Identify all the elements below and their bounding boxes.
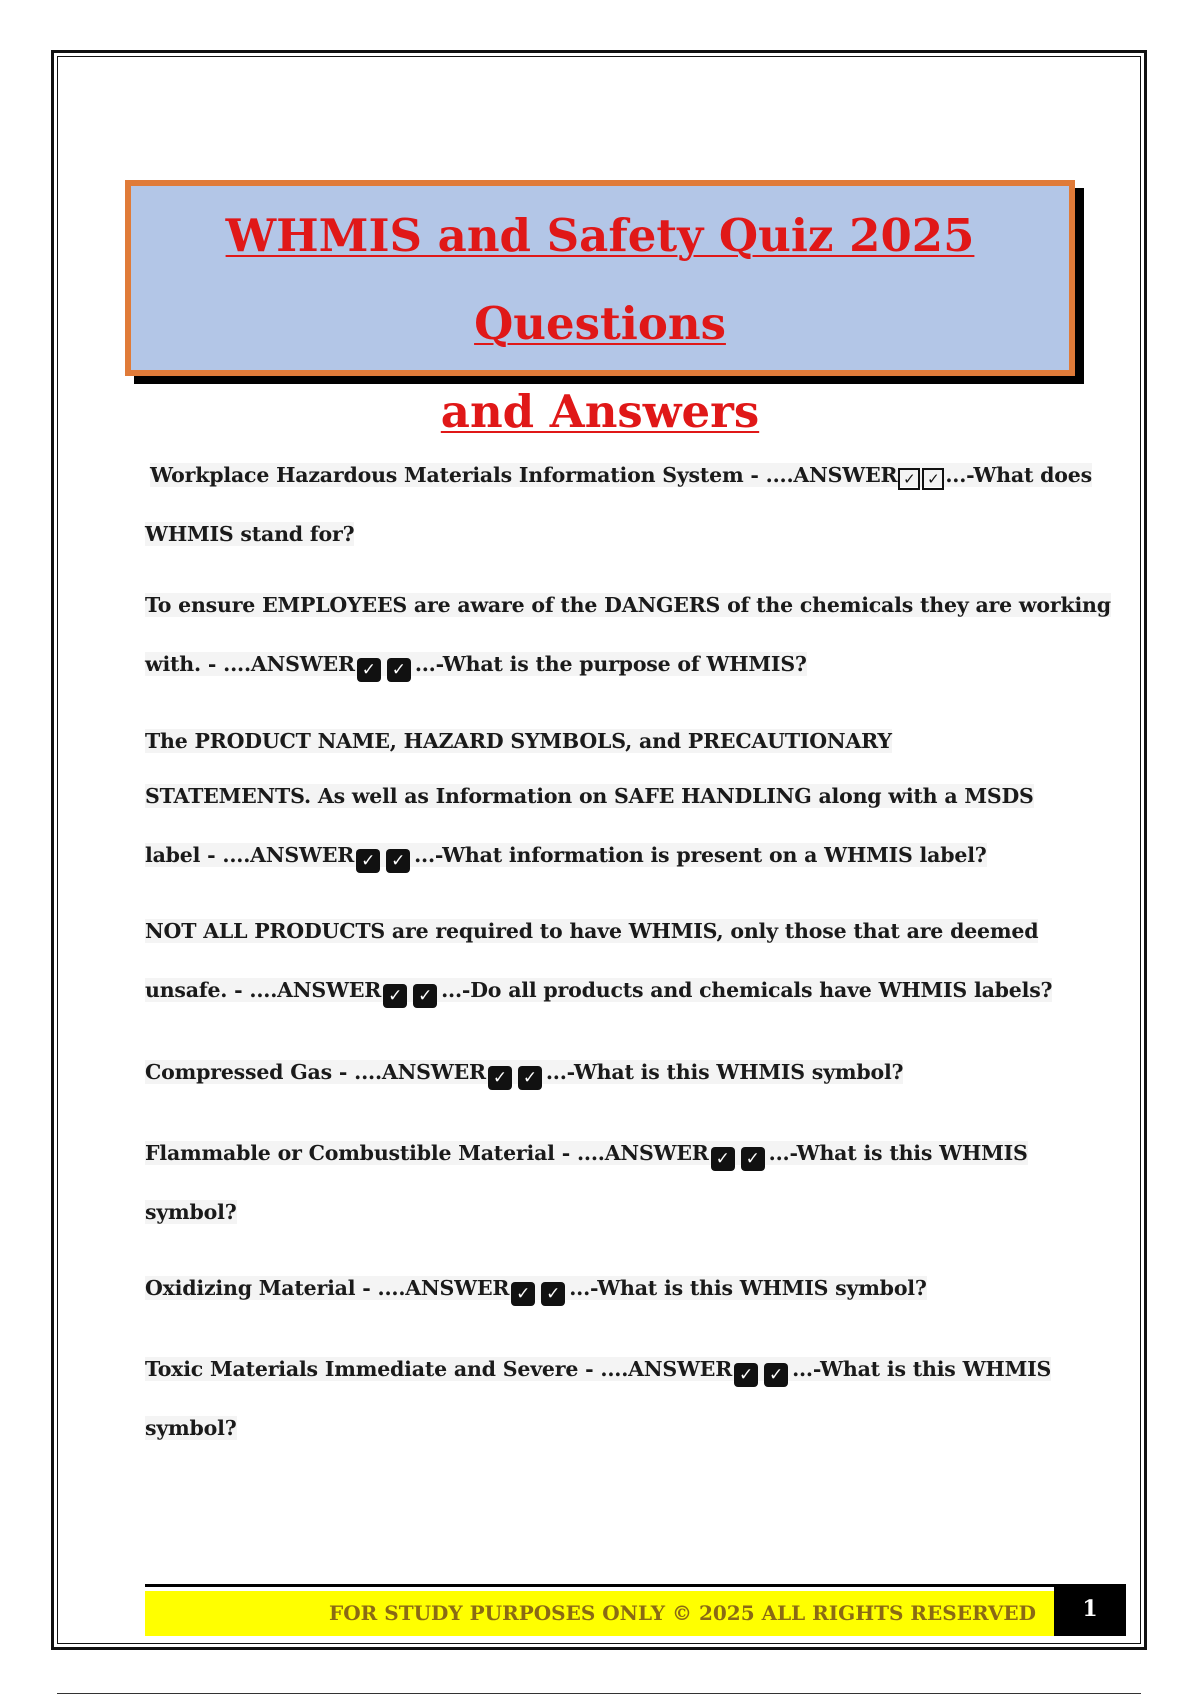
- qa-question: ...-What is this WHMIS symbol?: [569, 1276, 927, 1300]
- qa-answer: STATEMENTS. As well as Information on SAFE HANDLING along with a MSDS: [145, 784, 1034, 808]
- qa-answer: To ensure EMPLOYEES are aware of the DANGERS of the chemicals they are working: [145, 593, 1111, 617]
- page-number: 1: [1054, 1584, 1126, 1636]
- qa-item-2: [145, 576, 1111, 694]
- qa-item-4: [145, 902, 1065, 1020]
- title-box: [125, 180, 1075, 438]
- footer-rule: [145, 1584, 1125, 1587]
- qa-question: ...-What information is present on a WHMIS label?: [414, 843, 987, 867]
- qa-answer: label - ....ANSWER: [145, 843, 355, 867]
- check-icon: ✓: [741, 1147, 765, 1171]
- qa-question: ...-What is this WHMIS symbol?: [545, 1060, 904, 1084]
- qa-answer: Workplace Hazardous Materials Information System - ....ANSWER: [150, 463, 898, 487]
- qa-question: WHMIS stand for?: [145, 522, 355, 546]
- qa-question: symbol?: [145, 1416, 237, 1440]
- check-icon: ✓: [386, 849, 410, 873]
- qa-answer: Flammable or Combustible Material - ....ANSWER: [145, 1141, 709, 1165]
- qa-answer: with. - ....ANSWER: [145, 652, 355, 676]
- bottom-rule: [57, 1693, 1141, 1694]
- footer-bar: [145, 1591, 1054, 1636]
- check-icon: ✓: [541, 1282, 565, 1306]
- qa-item-5: [145, 1043, 1065, 1102]
- check-icon: ✓: [734, 1363, 758, 1387]
- check-icon: ✓: [511, 1282, 535, 1306]
- check-icon: ✓: [387, 658, 411, 682]
- page-title: [131, 186, 1069, 456]
- check-icon: ✓: [488, 1066, 512, 1090]
- qa-answer: Toxic Materials Immediate and Severe - ....ANSWER: [145, 1357, 733, 1381]
- check-icon: ✓: [922, 468, 944, 490]
- footer-text: FOR STUDY PURPOSES ONLY © 2025 ALL RIGHTS RESERVED: [329, 1601, 1036, 1625]
- qa-question: symbol?: [145, 1200, 237, 1224]
- title-line-1: WHMIS and Safety Quiz 2025 Questions: [225, 209, 975, 350]
- qa-item-1: [145, 446, 1092, 564]
- check-icon: ✓: [764, 1363, 788, 1387]
- qa-question: ...-Do all products and chemicals have WHMIS labels?: [441, 978, 1053, 1002]
- qa-question: ...-What is this WHMIS: [768, 1141, 1028, 1165]
- check-icon: ✓: [518, 1066, 542, 1090]
- check-icon: ✓: [413, 984, 437, 1008]
- qa-question: ...-What is this WHMIS: [792, 1357, 1052, 1381]
- title-line-2: and Answers: [440, 385, 760, 438]
- qa-item-3: [145, 712, 1065, 885]
- check-icon: ✓: [356, 849, 380, 873]
- qa-item-6: [145, 1124, 1065, 1242]
- qa-question: ...-What is the purpose of WHMIS?: [414, 652, 807, 676]
- qa-answer: The PRODUCT NAME, HAZARD SYMBOLS, and PRECAUTIONARY: [145, 729, 892, 753]
- check-icon: ✓: [357, 658, 381, 682]
- check-icon: ✓: [383, 984, 407, 1008]
- check-icon: ✓: [711, 1147, 735, 1171]
- check-icon: ✓: [898, 468, 920, 490]
- qa-answer: Compressed Gas - ....ANSWER: [145, 1060, 486, 1084]
- qa-item-8: [145, 1340, 1065, 1458]
- qa-answer: Oxidizing Material - ....ANSWER: [145, 1276, 510, 1300]
- qa-item-7: [145, 1259, 1065, 1318]
- qa-answer: NOT ALL PRODUCTS are required to have WHMIS, only those that are deemed: [145, 919, 1039, 943]
- qa-question: ...-What does: [945, 463, 1092, 487]
- qa-answer: unsafe. - ....ANSWER: [145, 978, 382, 1002]
